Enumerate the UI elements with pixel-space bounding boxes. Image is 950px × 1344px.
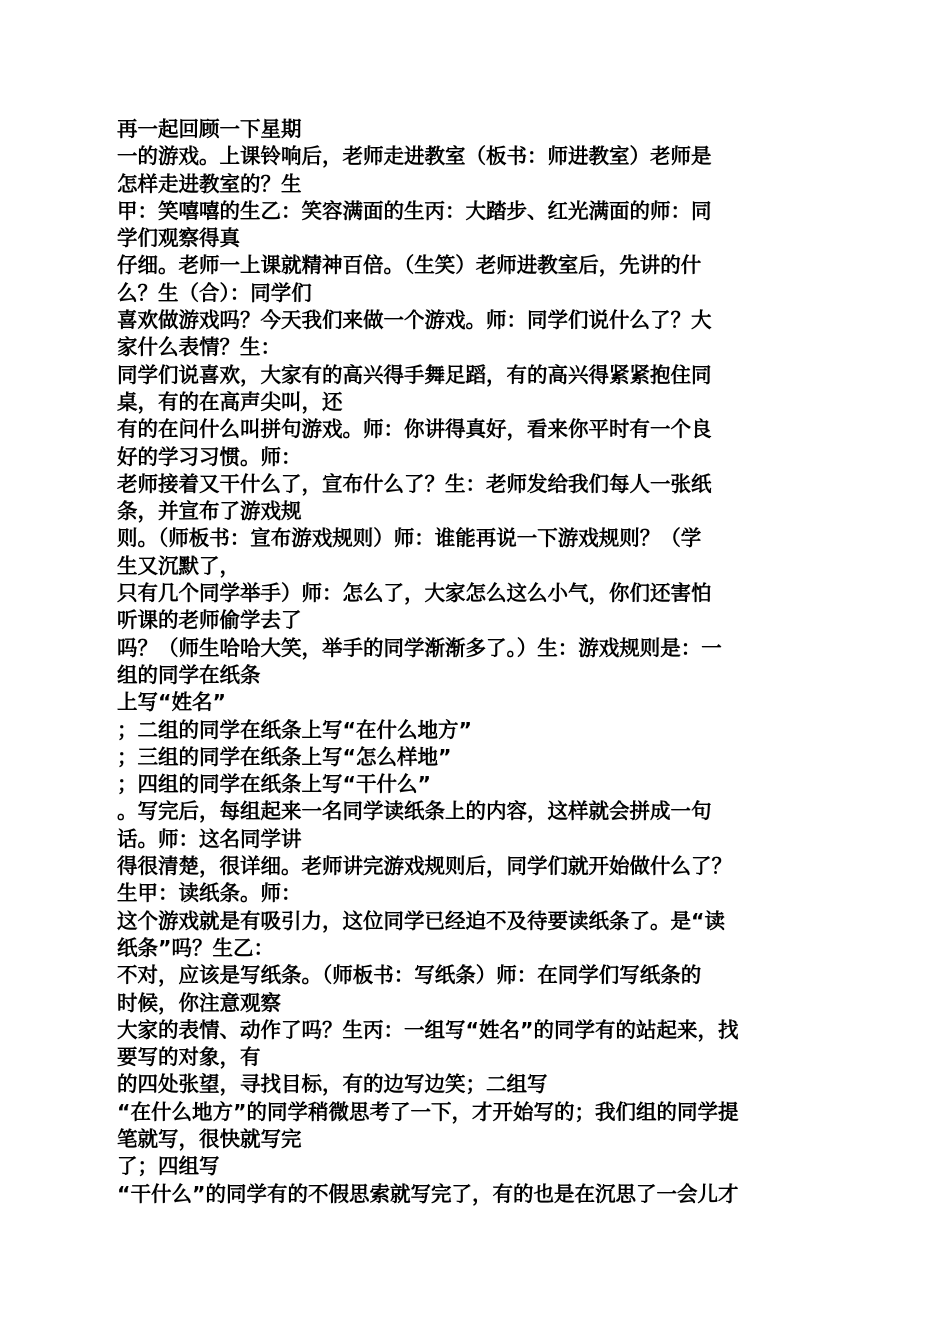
text-line: 要写的对象，有 — [117, 1045, 261, 1070]
text-line: 怎样走进教室的？生 — [117, 171, 302, 196]
text-line: 。写完后，每组起来一名同学读纸条上的内容，这样就会拼成一句 — [117, 799, 712, 824]
text-line: 这个游戏就是有吸引力，这位同学已经迫不及待要读纸条了。是“读 — [117, 908, 725, 933]
text-line: 桌，有的在高声尖叫，还 — [117, 389, 343, 414]
text-line: 生甲：读纸条。师： — [117, 881, 302, 906]
text-line: 组的同学在纸条 — [117, 662, 261, 687]
text-line: 有的在问什么叫拼句游戏。师：你讲得真好，看来你平时有一个良 — [117, 417, 712, 442]
text-line: 了；四组写 — [117, 1154, 220, 1179]
text-line: 喜欢做游戏吗？今天我们来做一个游戏。师：同学们说什么了？大 — [117, 308, 712, 333]
text-line: 条，并宣布了游戏规 — [117, 499, 302, 524]
text-line: 上写“姓名” — [117, 690, 226, 715]
text-line: 笔就写，很快就写完 — [117, 1126, 302, 1151]
text-line: 则。（师板书：宣布游戏规则）师：谁能再说一下游戏规则？（学 — [117, 526, 702, 551]
text-line: 话。师：这名同学讲 — [117, 826, 302, 851]
text-line: 吗？（师生哈哈大笑，举手的同学渐渐多了。）生：游戏规则是：一 — [117, 635, 722, 660]
text-line: 得很清楚，很详细。老师讲完游戏规则后，同学们就开始做什么了？ — [117, 854, 732, 879]
text-line: 时候，你注意观察 — [117, 990, 281, 1015]
text-line: 一的游戏。上课铃响后，老师走进教室（板书：师进教室）老师是 — [117, 144, 712, 169]
text-line: 听课的老师偷学去了 — [117, 608, 302, 633]
text-line: ；三组的同学在纸条上写“怎么样地” — [117, 744, 452, 769]
document-body — [117, 116, 837, 1208]
text-line: 同学们说喜欢，大家有的高兴得手舞足蹈，有的高兴得紧紧抱住同 — [117, 362, 712, 387]
text-line: 只有几个同学举手）师：怎么了，大家怎么这么小气，你们还害怕 — [117, 581, 712, 606]
text-line: 纸条”吗？生乙： — [117, 935, 274, 960]
text-line: 的四处张望，寻找目标，有的边写边笑；二组写 — [117, 1072, 548, 1097]
text-line: 家什么表情？生： — [117, 335, 281, 360]
text-line: 甲：笑嘻嘻的生乙：笑容满面的生丙：大踏步、红光满面的师：同 — [117, 198, 712, 223]
text-line: 好的学习习惯。师： — [117, 444, 302, 469]
text-line: 大家的表情、动作了吗？生丙：一组写“姓名”的同学有的站起来，找 — [117, 1017, 739, 1042]
text-line: 学们观察得真 — [117, 226, 240, 251]
text-line: 生又沉默了， — [117, 553, 240, 578]
text-line: 老师接着又干什么了，宣布什么了？生：老师发给我们每人一张纸 — [117, 471, 712, 496]
text-line: 不对，应该是写纸条。（师板书：写纸条）师：在同学们写纸条的 — [117, 963, 702, 988]
text-line: 再一起回顾一下星期 — [117, 117, 302, 141]
text-line: ；二组的同学在纸条上写“在什么地方” — [117, 717, 472, 742]
text-line: 么？生（合）：同学们 — [117, 280, 312, 305]
text-line: “在什么地方”的同学稍微思考了一下，才开始写的；我们组的同学提 — [117, 1099, 739, 1124]
text-line: “干什么”的同学有的不假思索就写完了，有的也是在沉思了一会儿才 — [117, 1181, 739, 1206]
text-line: 仔细。老师一上课就精神百倍。（生笑）老师进教室后，先讲的什 — [117, 253, 702, 278]
text-line: ；四组的同学在纸条上写“干什么” — [117, 772, 431, 797]
